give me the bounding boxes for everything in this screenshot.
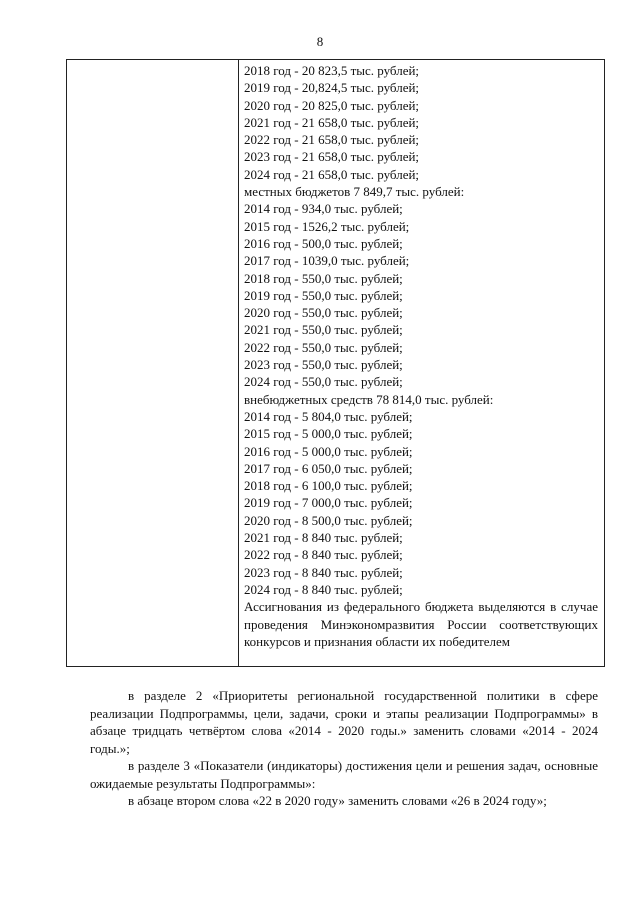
table-line: 2021 год - 21 658,0 тыс. рублей; — [244, 114, 420, 130]
table-line: 2019 год - 550,0 тыс. рублей; — [244, 287, 403, 303]
table-line: 2019 год - 20,824,5 тыс. рублей; — [244, 80, 420, 96]
table-line: 2019 год - 7 000,0 тыс. рублей; — [244, 495, 413, 511]
paragraph-second-abzac: в абзаце втором слова «22 в 2020 году» заменить словами «26 в 2024 году»; — [128, 793, 547, 808]
table-line: 2024 год - 8 840 тыс. рублей; — [244, 581, 403, 597]
page-number: 8 — [316, 34, 324, 49]
table-line: 2023 год - 21 658,0 тыс. рублей; — [244, 149, 420, 165]
paragraph-section-2: в разделе 2 «Приоритеты региональной государственной политики в сфере реализации Подпрограммы, цели, задачи, сроки и этапы реализации Подпрограммы» в абзаце тридцать четвёртом слова «2014 - 2020 годы.» заменить словами «2014 - 2024 годы.»; — [90, 688, 598, 756]
table-line: 2023 год - 550,0 тыс. рублей; — [244, 357, 403, 373]
table-line: внебюджетных средств 78 814,0 тыс. рублей: — [244, 391, 494, 407]
table-line: местных бюджетов 7 849,7 тыс. рублей: — [244, 184, 465, 200]
table-line: 2021 год - 8 840 тыс. рублей; — [244, 530, 403, 546]
table-line: 2020 год - 20 825,0 тыс. рублей; — [244, 97, 420, 113]
table-line: 2018 год - 20 823,5 тыс. рублей; — [244, 63, 420, 78]
table-line: 2017 год - 6 050,0 тыс. рублей; — [244, 460, 413, 476]
financing-table — [66, 59, 605, 667]
table-line: 2020 год - 550,0 тыс. рублей; — [244, 305, 403, 321]
table-line: 2017 год - 1039,0 тыс. рублей; — [244, 253, 410, 269]
table-line: 2022 год - 8 840 тыс. рублей; — [244, 547, 403, 563]
table-line: 2022 год - 550,0 тыс. рублей; — [244, 339, 403, 355]
table-line: 2015 год - 5 000,0 тыс. рублей; — [244, 426, 413, 442]
table-line: 2020 год - 8 500,0 тыс. рублей; — [244, 512, 413, 528]
table-line: 2022 год - 21 658,0 тыс. рублей; — [244, 132, 420, 148]
table-line: 2014 год - 934,0 тыс. рублей; — [244, 201, 403, 217]
table-line: 2018 год - 6 100,0 тыс. рублей; — [244, 478, 413, 494]
table-closing-paragraph: Ассигнования из федерального бюджета выделяются в случае проведения Минэкономразвития России соответствующих конкурсов и признания области их победителем — [244, 599, 598, 649]
table-line: 2016 год - 500,0 тыс. рублей; — [244, 235, 403, 251]
table-right-column — [239, 60, 604, 666]
paragraph-section-3: в разделе 3 «Показатели (индикаторы) достижения цели и решения задач, основные ожидаемые результаты Подпрограммы»: — [90, 758, 598, 791]
table-line: 2014 год - 5 804,0 тыс. рублей; — [244, 408, 413, 424]
table-line: 2024 год - 550,0 тыс. рублей; — [244, 374, 403, 390]
amendment-text — [90, 687, 598, 810]
table-left-column — [67, 60, 239, 666]
table-line: 2021 год - 550,0 тыс. рублей; — [244, 322, 403, 338]
table-line: 2015 год - 1526,2 тыс. рублей; — [244, 218, 410, 234]
table-line: 2018 год - 550,0 тыс. рублей; — [244, 270, 403, 286]
table-line: 2016 год - 5 000,0 тыс. рублей; — [244, 443, 413, 459]
table-line: 2023 год - 8 840 тыс. рублей; — [244, 564, 403, 580]
table-line: 2024 год - 21 658,0 тыс. рублей; — [244, 166, 420, 182]
